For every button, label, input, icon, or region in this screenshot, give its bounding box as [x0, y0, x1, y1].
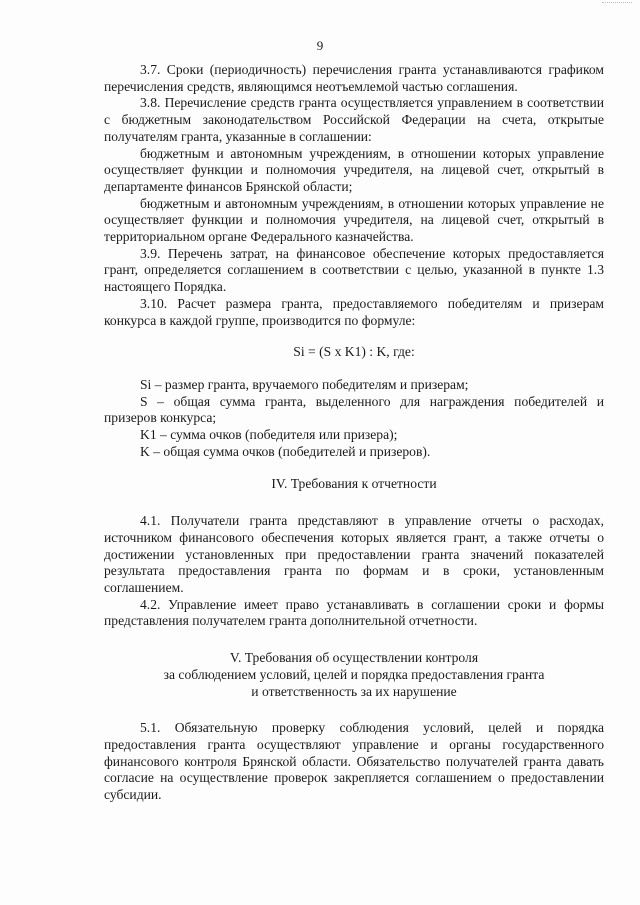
- definition-s: S – общая сумма гранта, выделенного для награждения победителей и призеров конкурса;: [104, 393, 604, 426]
- scan-corner-mark: [602, 2, 632, 3]
- paragraph-3-9: 3.9. Перечень затрат, на финансовое обеспечение которых предоставляется грант, определяется соглашением в соответствии с целью, указанной в пункте 1.3 настоящего Порядка.: [104, 245, 604, 295]
- paragraph-4-1: 4.1. Получатели гранта представляют в управление отчеты о расходах, источником финансового обеспечения которых является грант, а также отчеты о достижении установленных при предоставлении гранта значений показателей результата предоставления гранта по формам и в сроки, установленным соглашением.: [104, 513, 604, 595]
- page-number: 9: [316, 38, 324, 53]
- paragraph-3-7: 3.7. Сроки (периодичность) перечисления гранта устанавливаются графиком перечисления средств, являющимся неотъемлемой частью соглашения.: [104, 62, 604, 94]
- paragraph-3-10: 3.10. Расчет размера гранта, предоставляемого победителям и призерам конкурса в каждой группе, производится по формуле:: [104, 295, 604, 328]
- document-body: [104, 62, 604, 804]
- paragraph-3-8: 3.8. Перечисление средств гранта осуществляется управлением в соответствии с бюджетным законодательством Российской Федерации на счета, открытые получателям гранта, указанные в соглашении:: [104, 95, 604, 144]
- paragraph-3-8-item-b: бюджетным и автономным учреждениям, в отношении которых управление не осуществляет функции и полномочия учредителя, на лицевой счет, открытый в территориальном органе Федерального казначейства.: [104, 195, 604, 245]
- section-5-heading-line-3: и ответственность за их нарушение: [251, 683, 457, 699]
- section-5-heading-line-2: за соблюдением условий, целей и порядка предоставления гранта: [163, 666, 545, 682]
- paragraph-4-2: 4.2. Управление имеет право устанавливать в соглашении сроки и формы представления получателем гранта дополнительной отчетности.: [104, 596, 604, 629]
- definition-k: K – общая сумма очков (победителей и призеров).: [140, 443, 431, 459]
- paragraph-5-1: 5.1. Обязательную проверку соблюдения условий, целей и порядка предоставления гранта осуществляют управление и органы государственного финансового контроля Брянской области. Обязательство получателей гранта давать согласие на осуществление проверок закрепляется соглашением о предоставлении субсидии.: [104, 720, 604, 803]
- section-5-heading-line-1: V. Требования об осуществлении контроля: [229, 650, 479, 666]
- definition-k1: K1 – сумма очков (победителя или призера);: [140, 427, 398, 443]
- paragraph-3-8-item-a: бюджетным и автономным учреждениям, в отношении которых управление осуществляет функции и полномочия учредителя, на лицевой счет, открытый в департаменте финансов Брянской области;: [104, 145, 604, 194]
- section-4-heading: IV. Требования к отчетности: [271, 476, 437, 492]
- grant-formula: Si = (S x K1) : K, где:: [293, 344, 415, 360]
- definition-si: Si – размер гранта, вручаемого победителям и призерам;: [140, 376, 469, 392]
